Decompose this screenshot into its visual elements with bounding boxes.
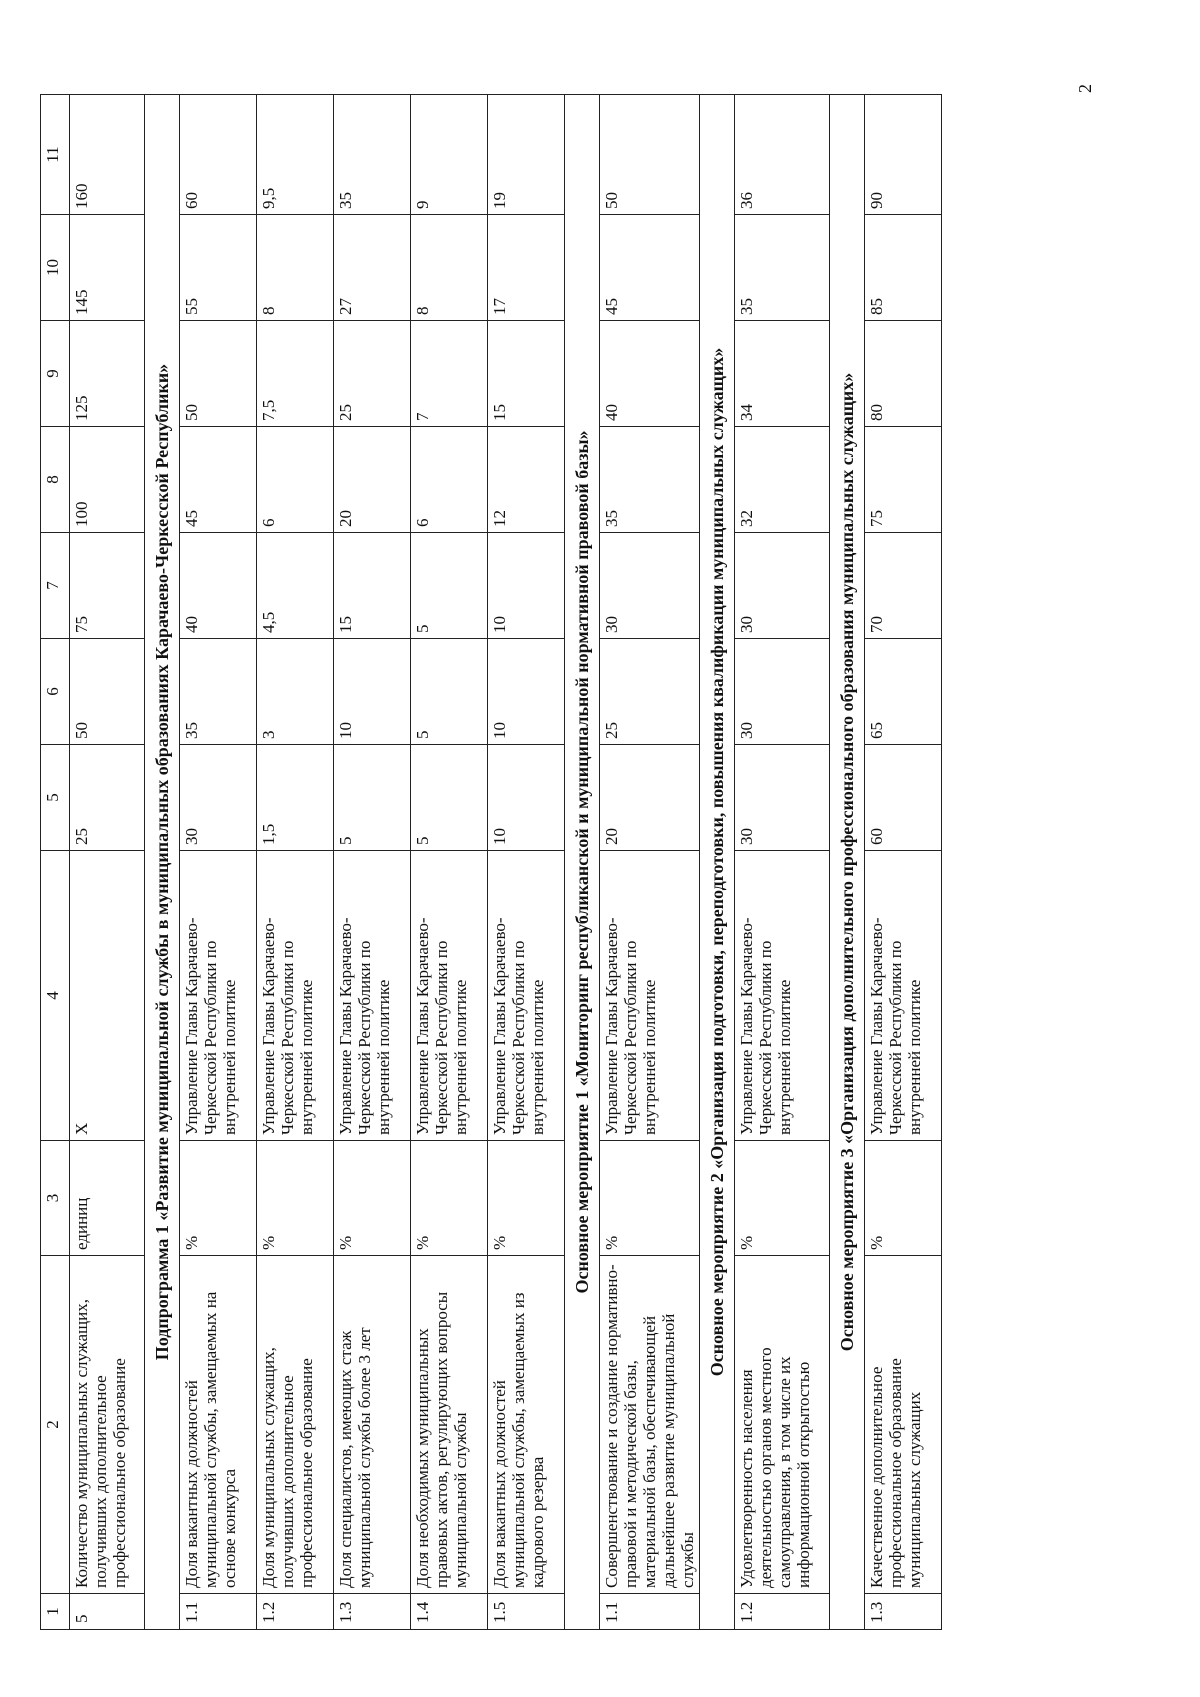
table-cell: Управление Главы Карачаево-Черкесской Республики по внутренней политике: [865, 851, 942, 1141]
table-cell: 8: [257, 215, 334, 321]
column-number-cell: 10: [41, 215, 70, 321]
table-cell: %: [411, 1141, 488, 1256]
table-cell: 50: [600, 95, 700, 215]
table-cell: 10: [488, 639, 565, 745]
table-cell: 20: [334, 427, 411, 533]
column-number-row: [41, 95, 70, 1630]
table-cell: 8: [411, 215, 488, 321]
table-cell: 10: [488, 745, 565, 851]
table-cell: %: [488, 1141, 565, 1256]
table-cell: 35: [334, 95, 411, 215]
table-cell: 60: [180, 95, 257, 215]
table-cell: 7: [411, 321, 488, 427]
column-number-cell: 2: [41, 1256, 70, 1594]
table-row: [865, 95, 942, 1630]
table-cell: %: [180, 1141, 257, 1256]
table-cell: 75: [70, 533, 145, 639]
table-cell: Доля вакантных должностей муниципальной службы, замещаемых из кадрового резерва: [488, 1256, 565, 1594]
table-cell: %: [735, 1141, 830, 1256]
section-title: Основное мероприятие 3 «Организация дополнительного профессионального образования муниципальных служащих»: [830, 95, 865, 1630]
section-heading-row: [145, 95, 180, 1630]
table-cell: 30: [735, 639, 830, 745]
table-cell: 30: [180, 745, 257, 851]
table-cell: единиц: [70, 1141, 145, 1256]
table-cell: 15: [488, 321, 565, 427]
table-cell: 1,5: [257, 745, 334, 851]
table-cell: 1.4: [411, 1594, 488, 1630]
table-cell: 34: [735, 321, 830, 427]
table-cell: 65: [865, 639, 942, 745]
table-cell: Совершенствование и создание нормативно-правовой и методической базы, материальной базы, обеспечивающей дальнейшее развитие муниципальной службы: [600, 1256, 700, 1594]
table-cell: 90: [865, 95, 942, 215]
table-body: [41, 95, 942, 1630]
table-cell: 60: [865, 745, 942, 851]
table-stage: [40, 95, 1156, 1630]
table-cell: 50: [180, 321, 257, 427]
table-cell: %: [257, 1141, 334, 1256]
table-cell: 5: [411, 533, 488, 639]
section-title: Подпрограмма 1 «Развитие муниципальной службы в муниципальных образованиях Карачаево-Черкесской Республики»: [145, 95, 180, 1630]
section-heading-row: [565, 95, 600, 1630]
table-cell: 85: [865, 215, 942, 321]
table-cell: Управление Главы Карачаево-Черкесской Республики по внутренней политике: [735, 851, 830, 1141]
table-cell: Количество муниципальных служащих, получивших дополнительное профессиональное образование: [70, 1256, 145, 1594]
table-cell: 35: [735, 215, 830, 321]
table-cell: Качественное дополнительное профессиональное образование муниципальных служащих: [865, 1256, 942, 1594]
table-cell: 6: [257, 427, 334, 533]
table-cell: 35: [180, 639, 257, 745]
table-cell: 5: [411, 745, 488, 851]
table-cell: 30: [600, 533, 700, 639]
table-cell: 1.3: [334, 1594, 411, 1630]
table-cell: Управление Главы Карачаево-Черкесской Республики по внутренней политике: [334, 851, 411, 1141]
table-cell: 40: [180, 533, 257, 639]
table-cell: 30: [735, 533, 830, 639]
table-cell: 4,5: [257, 533, 334, 639]
table-cell: 32: [735, 427, 830, 533]
table-cell: 10: [488, 533, 565, 639]
table-cell: 1.1: [600, 1594, 700, 1630]
column-number-cell: 6: [41, 639, 70, 745]
table-cell: 30: [735, 745, 830, 851]
table-cell: 80: [865, 321, 942, 427]
table-cell: 36: [735, 95, 830, 215]
column-number-cell: 7: [41, 533, 70, 639]
rotated-table-container: [40, 95, 1156, 1630]
page-number: 2: [1075, 84, 1095, 93]
table-cell: %: [600, 1141, 700, 1256]
table-cell: Управление Главы Карачаево-Черкесской Республики по внутренней политике: [257, 851, 334, 1141]
section-title: Основное мероприятие 1 «Мониторинг республиканской и муниципальной нормативной правовой базы»: [565, 95, 600, 1630]
table-cell: 9,5: [257, 95, 334, 215]
table-cell: 15: [334, 533, 411, 639]
table-cell: Доля специалистов, имеющих стаж муниципальной службы более 3 лет: [334, 1256, 411, 1594]
table-cell: 40: [600, 321, 700, 427]
table-row: [488, 95, 565, 1630]
table-cell: Удовлетворенность населения деятельностью органов местного самоуправления, в том числе их информационной открытостью: [735, 1256, 830, 1594]
table-row: [735, 95, 830, 1630]
table-cell: 25: [70, 745, 145, 851]
table-cell: 1.1: [180, 1594, 257, 1630]
table-cell: Доля вакантных должностей муниципальной службы, замещаемых на основе конкурса: [180, 1256, 257, 1594]
section-heading-row: [830, 95, 865, 1630]
table-cell: 10: [334, 639, 411, 745]
table-cell: 3: [257, 639, 334, 745]
table-cell: 25: [600, 639, 700, 745]
table-cell: Доля муниципальных служащих, получивших дополнительное профессиональное образование: [257, 1256, 334, 1594]
column-number-cell: 5: [41, 745, 70, 851]
table-cell: 55: [180, 215, 257, 321]
table-cell: 70: [865, 533, 942, 639]
column-number-cell: 9: [41, 321, 70, 427]
table-cell: 1.3: [865, 1594, 942, 1630]
table-cell: %: [334, 1141, 411, 1256]
table-cell: 27: [334, 215, 411, 321]
indicators-table: [40, 94, 942, 1630]
table-cell: Управление Главы Карачаево-Черкесской Республики по внутренней политике: [180, 851, 257, 1141]
table-cell: 35: [600, 427, 700, 533]
table-cell: 160: [70, 95, 145, 215]
table-cell: 9: [411, 95, 488, 215]
table-cell: 1.2: [735, 1594, 830, 1630]
column-number-cell: 8: [41, 427, 70, 533]
column-number-cell: 11: [41, 95, 70, 215]
table-cell: Управление Главы Карачаево-Черкесской Республики по внутренней политике: [488, 851, 565, 1141]
table-cell: 1.2: [257, 1594, 334, 1630]
column-number-cell: 4: [41, 851, 70, 1141]
table-cell: Управление Главы Карачаево-Черкесской Республики по внутренней политике: [600, 851, 700, 1141]
table-cell: 19: [488, 95, 565, 215]
table-row: [257, 95, 334, 1630]
section-heading-row: [700, 95, 735, 1630]
table-cell: 50: [70, 639, 145, 745]
table-cell: 145: [70, 215, 145, 321]
table-row: [70, 95, 145, 1630]
table-cell: 125: [70, 321, 145, 427]
table-cell: Доля необходимых муниципальных правовых актов, регулирующих вопросы муниципальной службы: [411, 1256, 488, 1594]
table-cell: 12: [488, 427, 565, 533]
table-row: [411, 95, 488, 1630]
table-cell: 5: [411, 639, 488, 745]
table-cell: 5: [334, 745, 411, 851]
table-row: [334, 95, 411, 1630]
table-cell: 25: [334, 321, 411, 427]
table-cell: 5: [70, 1594, 145, 1630]
table-cell: 20: [600, 745, 700, 851]
table-cell: 75: [865, 427, 942, 533]
table-row: [180, 95, 257, 1630]
table-cell: 17: [488, 215, 565, 321]
table-cell: 1.5: [488, 1594, 565, 1630]
table-cell: Х: [70, 851, 145, 1141]
table-cell: Управление Главы Карачаево-Черкесской Республики по внутренней политике: [411, 851, 488, 1141]
table-cell: 100: [70, 427, 145, 533]
table-cell: %: [865, 1141, 942, 1256]
column-number-cell: 3: [41, 1141, 70, 1256]
section-title: Основное мероприятие 2 «Организация подготовки, переподготовки, повышения квалификации муниципальных служащих»: [700, 95, 735, 1630]
table-cell: 7,5: [257, 321, 334, 427]
table-row: [600, 95, 700, 1630]
table-cell: 45: [180, 427, 257, 533]
table-cell: 45: [600, 215, 700, 321]
column-number-cell: 1: [41, 1594, 70, 1630]
table-cell: 6: [411, 427, 488, 533]
